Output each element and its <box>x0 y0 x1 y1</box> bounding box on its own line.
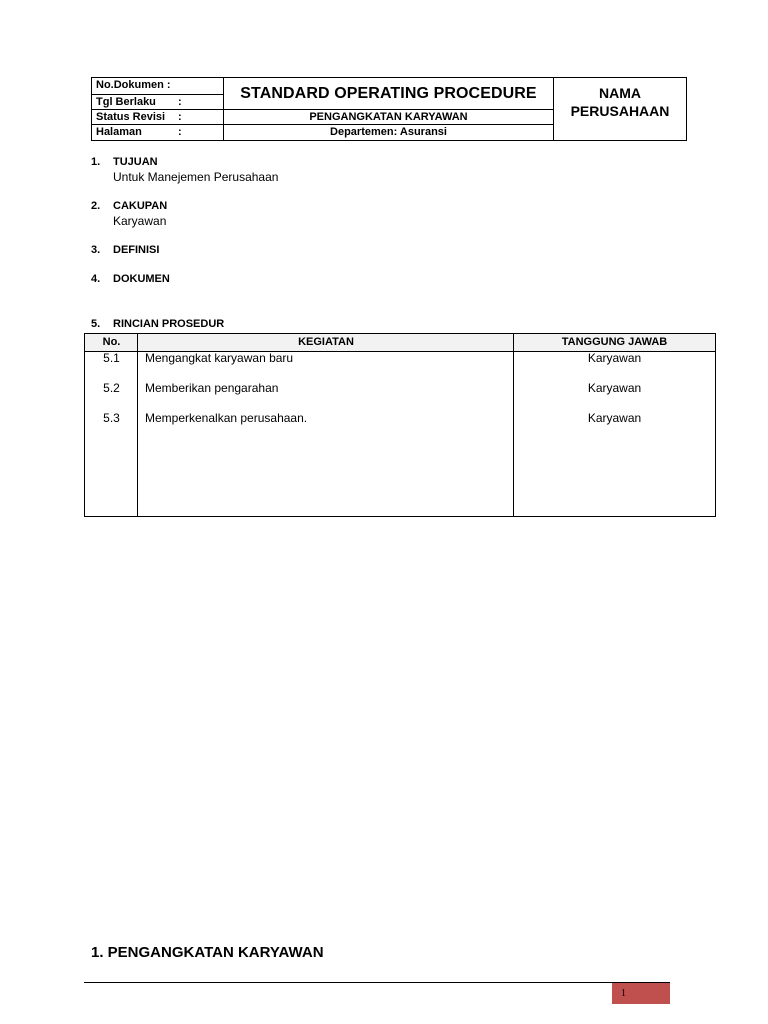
meta-label: Status Revisi <box>96 111 166 123</box>
cell-kegiatan: Memberikan pengarahan <box>145 381 279 395</box>
sop-header-table <box>91 77 687 141</box>
cell-kegiatan: Memperkenalkan perusahaan. <box>145 411 308 425</box>
section-definisi <box>91 244 159 256</box>
sop-subject: PENGANGKATAN KARYAWAN <box>224 109 553 125</box>
company-name-line1: NAMA <box>599 85 641 101</box>
section-tujuan <box>91 156 279 184</box>
meta-row-document-number <box>92 78 223 93</box>
meta-label: Halaman <box>96 126 142 138</box>
section-cakupan <box>91 200 168 228</box>
document-meta-block <box>92 78 224 140</box>
meta-row-revision-status <box>92 109 223 125</box>
meta-colon: : <box>178 126 182 138</box>
section-number: 3. <box>91 244 101 256</box>
section-title: DOKUMEN <box>113 273 170 285</box>
meta-row-page <box>92 124 223 140</box>
cell-no: 5.1 <box>103 351 120 365</box>
page-number: 1 <box>612 983 670 1004</box>
cell-tanggung-jawab: Karyawan <box>587 351 642 365</box>
section-number: 5. <box>91 318 101 330</box>
section-number: 1. <box>91 156 101 168</box>
section-body: Karyawan <box>113 214 167 228</box>
section-dokumen <box>91 273 170 285</box>
section-rincian-prosedur <box>91 318 224 330</box>
cell-no: 5.2 <box>103 381 120 395</box>
cell-tanggung-jawab: Karyawan <box>587 381 642 395</box>
cell-no: 5.3 <box>103 411 120 425</box>
sop-title-block <box>224 78 554 140</box>
procedure-table-header <box>85 334 715 352</box>
cell-tanggung-jawab: Karyawan <box>587 411 642 425</box>
cell-kegiatan: Mengangkat karyawan baru <box>145 351 294 365</box>
section-number: 4. <box>91 273 101 285</box>
footer-rule <box>84 982 670 983</box>
section-title: CAKUPAN <box>113 200 168 212</box>
table-row <box>85 411 715 441</box>
sop-department: Departemen: Asuransi <box>224 124 553 140</box>
meta-colon: : <box>178 111 182 123</box>
column-header-no: No. <box>102 336 121 348</box>
sop-title: STANDARD OPERATING PROCEDURE <box>240 85 537 102</box>
section-title: RINCIAN PROSEDUR <box>113 318 225 330</box>
column-header-kegiatan: KEGIATAN <box>298 336 354 348</box>
meta-label: No.Dokumen : <box>96 79 171 91</box>
meta-row-effective-date <box>92 94 223 110</box>
section-body: Untuk Manejemen Perusahaan <box>113 170 279 184</box>
procedure-table <box>84 333 716 517</box>
company-name-line2: PERUSAHAAN <box>570 103 670 119</box>
column-header-tanggung-jawab: TANGGUNG JAWAB <box>561 336 668 348</box>
table-row <box>85 351 715 381</box>
meta-colon: : <box>178 96 182 108</box>
company-name-block <box>554 78 686 140</box>
section-title: TUJUAN <box>113 156 158 168</box>
chapter-heading: 1. PENGANGKATAN KARYAWAN <box>91 944 324 961</box>
section-number: 2. <box>91 200 101 212</box>
company-name <box>554 84 686 120</box>
meta-label: Tgl Berlaku <box>96 96 156 108</box>
table-row <box>85 381 715 411</box>
section-title: DEFINISI <box>113 244 160 256</box>
